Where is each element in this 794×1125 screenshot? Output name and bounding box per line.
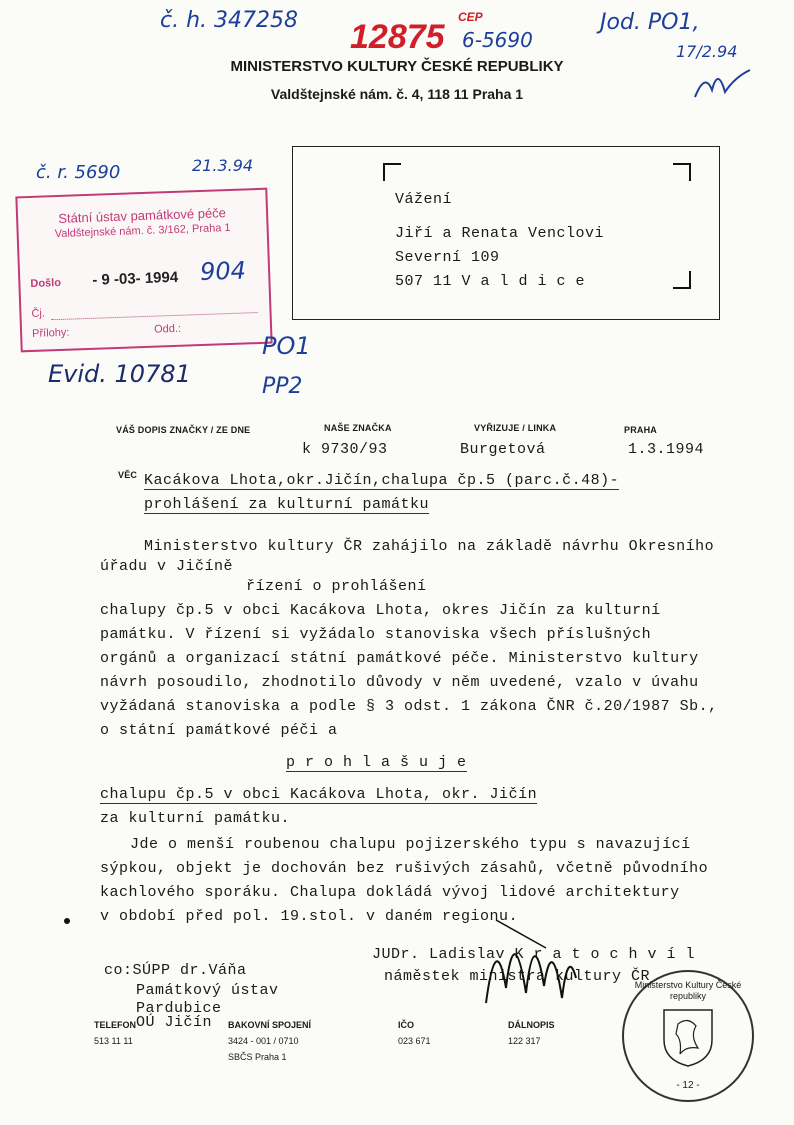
our-reference-label: NAŠE ZNAČKA [324, 423, 392, 433]
received-stamp [15, 188, 272, 353]
stamp-prilohy-label: Přílohy: [31, 326, 70, 340]
handwritten-date-left: 21.3.94 [192, 156, 254, 175]
body-p1-line-7: návrh posoudilo, zhodnotilo důvody v něm uvedené, vzalo v úvahu [100, 674, 699, 691]
body-p3-line-1: Jde o menší roubenou chalupu pojizerského typu s navazující [130, 836, 691, 853]
body-p1-line-8: vyžádaná stanoviska a podle § 3 odst. 1 zákona ČNR č.20/1987 Sb., [100, 698, 718, 715]
round-stamp-number: - 12 - [676, 1080, 700, 1091]
footer-bank-label: BAKOVNÍ SPOJENÍ [228, 1020, 312, 1030]
handled-by-label: VYŘIZUJE / LINKA [474, 423, 557, 433]
recipient-address-box [292, 146, 720, 320]
city-label: PRAHA [624, 425, 658, 435]
footer-ico-value: 023 671 [398, 1036, 431, 1046]
footer-telefon-label: TELEFON [94, 1020, 136, 1030]
handwritten-pp-mark: PP2 [262, 374, 303, 399]
letter-date: 1.3.1994 [628, 441, 705, 458]
handwritten-date-top: 17/2.94 [676, 42, 738, 61]
body-p1-line-2: úřadu v Jičíně [100, 558, 234, 575]
body-p1-line-5: památku. V řízení si vyžádalo stanoviska všech příslušných [100, 626, 652, 643]
ministry-title: MINISTERSTVO KULTURY ČESKÉ REPUBLIKY [230, 58, 564, 75]
cep-number: 6-5690 [462, 28, 533, 52]
body-p1-line-9: o státní památkové péči a [100, 722, 338, 739]
your-letter-label: VÁŠ DOPIS ZNAČKY / ZE DNE [116, 425, 251, 435]
body-p3-line-3: kachlového sporáku. Chalupa dokládá vývoj lidové architektury [100, 884, 680, 901]
coat-of-arms-icon [660, 1006, 716, 1068]
ministry-address: Valdštejnské nám. č. 4, 118 11 Praha 1 [270, 86, 524, 102]
subject-line-2: prohlášení za kulturní památku [144, 496, 430, 513]
handled-by-value: Burgetová [460, 441, 546, 458]
stamp-handwritten-number: 904 [199, 256, 247, 287]
recipient-name: Jiří a Renata Venclovi [395, 225, 605, 242]
footer-ico-label: IČO [398, 1020, 415, 1030]
subject-line-1: Kacákova Lhota,okr.Jičín,chalupa čp.5 (parc.č.48)- [144, 472, 620, 489]
body-p2-line-2: za kulturní památku. [100, 810, 291, 827]
stamp-cj-line [52, 312, 258, 320]
signatory-name: JUDr. Ladislav K r a t o c h v í l [372, 946, 696, 963]
subject-label: VĚC [118, 470, 138, 480]
signatory-title: náměstek ministra kultury ČR [384, 968, 651, 985]
our-reference-value: k 9730/93 [302, 441, 388, 458]
red-registration-number: 12875 [350, 18, 445, 56]
footer-bank-value-2: SBČS Praha 1 [228, 1052, 287, 1062]
body-p3-line-4: v období před pol. 19.stol. v daném regionu. [100, 908, 519, 925]
body-p1-line-3: řízení o prohlášení [246, 578, 427, 595]
handwritten-po-mark: PO1 [262, 332, 311, 360]
stamp-odd-label: Odd.: [153, 322, 182, 336]
cep-label: CEP [458, 10, 483, 24]
round-stamp-text: Ministerstvo Kultury České republiky [634, 980, 742, 1001]
corner-mark [673, 163, 691, 181]
official-round-stamp [622, 970, 754, 1102]
recipient-city: 507 11 V a l d i c e [395, 273, 586, 290]
stamp-address: Valdštejnské nám. č. 3/162, Praha 1 [54, 221, 231, 241]
handwritten-evid-number: Evid. 10781 [48, 360, 191, 388]
footer-bank-value-1: 3424 - 001 / 0710 [228, 1036, 299, 1046]
stamp-cj-label: Čj. [31, 307, 46, 320]
cc-line-4: OÚ Jičín [136, 1014, 213, 1031]
punch-mark [64, 918, 70, 924]
body-p1-line-6: orgánů a organizací státní památkové péče. Ministerstvo kultury [100, 650, 699, 667]
body-p1-line-4: chalupy čp.5 v obci Kacákova Lhota, okres Jičín za kulturní [100, 602, 661, 619]
corner-mark [673, 271, 691, 289]
footer-dalnopis-value: 122 317 [508, 1036, 541, 1046]
corner-mark [383, 163, 401, 181]
cc-line-2: Památkový ústav [136, 982, 279, 999]
recipient-street: Severní 109 [395, 249, 500, 266]
recipient-salutation: Vážení [395, 191, 453, 208]
declaration-word: p r o h l a š u j e [286, 754, 467, 771]
footer-telefon-value: 513 11 11 [94, 1036, 133, 1046]
body-p1-line-1: Ministerstvo kultury ČR zahájilo na základě návrhu Okresního [144, 538, 715, 555]
cc-line-1: co:SÚPP dr.Váňa [104, 962, 247, 979]
handwritten-podpis: Jod. PO1, [600, 10, 700, 35]
body-p2-line-1: chalupu čp.5 v obci Kacákova Lhota, okr. Jičín [100, 786, 538, 803]
stamp-doslo-date: - 9 -03- 1994 [92, 268, 179, 289]
handwritten-signature-icon [476, 908, 596, 1018]
stamp-title: Státní ústav památkové péče [58, 205, 227, 226]
handwritten-cr-number: č. r. 5690 [36, 162, 121, 183]
handwritten-file-number: č. h. 347258 [160, 8, 298, 33]
body-p3-line-2: sýpkou, objekt je dochován bez rušivých zásahů, včetně původního [100, 860, 709, 877]
stamp-doslo-label: Došlo [30, 276, 62, 290]
cc-line-3: Pardubice [136, 1000, 222, 1017]
footer-dalnopis-label: DÁLNOPIS [508, 1020, 555, 1030]
